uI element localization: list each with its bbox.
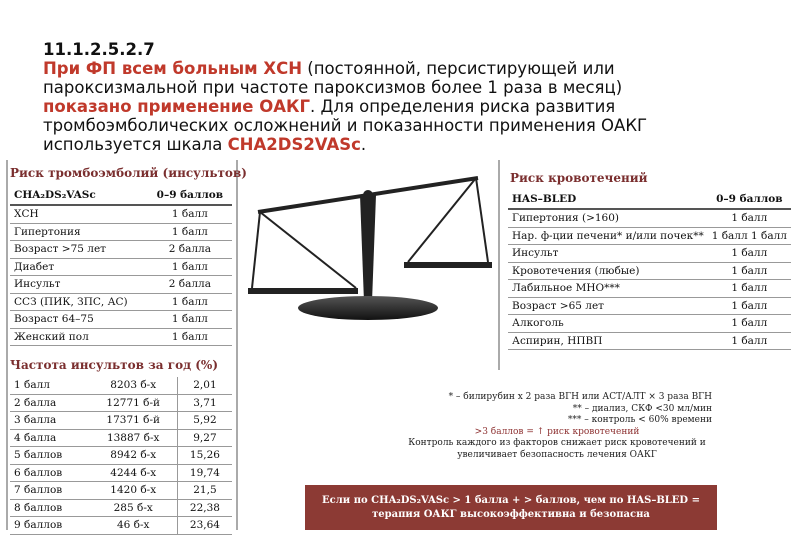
heading — [43, 40, 683, 154]
table-cell: 3 балла — [10, 412, 90, 430]
table-row — [508, 227, 791, 245]
table-cell: Гипертония — [10, 223, 148, 241]
table-cell: Возраст >65 лет — [508, 297, 708, 315]
right-pan-hanger — [476, 178, 488, 262]
right-pan-hanger — [408, 178, 476, 262]
table-cell: Женский пол — [10, 328, 148, 346]
table-cell: Инсульт — [508, 245, 708, 263]
scale-base — [298, 296, 438, 320]
table-cell: 4 балла — [10, 429, 90, 447]
table-cell: 1 балл 1 балл — [708, 227, 791, 245]
thromboembolism-title: Риск тромбоэмболий (инсультов) — [10, 166, 247, 180]
table-cell: 22,38 — [177, 499, 232, 517]
heading-red-2: показано применение ОАКГ — [43, 97, 311, 116]
table-cell: Лабильное МНО*** — [508, 280, 708, 298]
table-cell: 5 баллов — [10, 447, 90, 465]
table-cell: 3,71 — [177, 394, 232, 412]
table-cell: 4244 б-х — [90, 464, 178, 482]
table-cell: 1420 б-х — [90, 482, 178, 500]
table-cell: 13887 б-х — [90, 429, 178, 447]
table-cell: Инсульт — [10, 276, 148, 294]
table-cell: ССЗ (ПИК, ЗПС, АС) — [10, 293, 148, 311]
right-pan — [404, 262, 492, 268]
table-cell: 1 балл — [708, 245, 791, 263]
control-note: Контроль каждого из факторов снижает риск кровотечений и увеличивает безопасность лечения ОАКГ — [408, 438, 706, 460]
table-cell: 17371 б-й — [90, 412, 178, 430]
stroke-frequency-title: Частота инсультов за год (%) — [10, 358, 219, 372]
header-cell: CHA₂DS₂VASc — [10, 186, 148, 205]
table-row — [10, 293, 232, 311]
table-cell: 1 балл — [708, 297, 791, 315]
header-cell: 0–9 баллов — [708, 190, 791, 209]
heading-text-3: . — [360, 135, 367, 154]
cha2ds2vasc-table — [10, 186, 232, 346]
table-cell: 9 баллов — [10, 517, 90, 535]
banner-line-1: Если по CHA₂DS₂VASc > 1 балла + > баллов, чем по HAS–BLED = — [322, 494, 700, 506]
table-cell: 23,64 — [177, 517, 232, 535]
table-cell: Возраст >75 лет — [10, 241, 148, 259]
heading-text-1: (постоянной, персистирующей или пароксизмальной при частоте пароксизмов более 1 раза в месяц) — [43, 59, 623, 97]
table-row — [508, 262, 791, 280]
bleeding-title: Риск кровотечений — [510, 171, 648, 185]
table-row — [10, 276, 232, 294]
table-cell: 15,26 — [177, 447, 232, 465]
table-cell: 9,27 — [177, 429, 232, 447]
left-pan-hanger — [260, 212, 356, 288]
table-cell: 1 балл — [148, 258, 232, 276]
heading-text-2: . Для определения риска развития тромбоэмболических осложнений и показанности применения ОАКГ используется шкала — [43, 97, 648, 154]
table-cell: Возраст 64–75 — [10, 311, 148, 329]
table-cell: 1 балл — [708, 209, 791, 227]
table-header — [10, 186, 232, 205]
footnote-3: *** – контроль < 60% времени — [567, 415, 712, 425]
table-cell: 1 балл — [148, 223, 232, 241]
table-row — [10, 394, 232, 412]
heading-paragraph — [43, 59, 683, 154]
table-cell: 1 балл — [708, 262, 791, 280]
table-cell: 1 балл — [148, 328, 232, 346]
table-cell: 1 балл — [708, 332, 791, 350]
header-cell: HAS–BLED — [508, 190, 708, 209]
left-pan-hanger — [252, 212, 260, 288]
table-cell: 5,92 — [177, 412, 232, 430]
scale-post — [360, 195, 376, 302]
table-cell: 1 балл — [708, 280, 791, 298]
table-row — [508, 297, 791, 315]
table-cell: Аспирин, НПВП — [508, 332, 708, 350]
table-cell: 21,5 — [177, 482, 232, 500]
table-cell: 8942 б-х — [90, 447, 178, 465]
table-cell: 7 баллов — [10, 482, 90, 500]
table-row — [508, 332, 791, 350]
table-row — [10, 499, 232, 517]
table-cell: Кровотечения (любые) — [508, 262, 708, 280]
table-row — [10, 241, 232, 259]
table-cell: 46 б-х — [90, 517, 178, 535]
table-cell: 1 балл — [148, 205, 232, 223]
table-row — [10, 377, 232, 394]
table-cell: 2 балла — [10, 394, 90, 412]
section-code: 11.1.2.5.2.7 — [43, 40, 155, 59]
heading-red-1: При ФП всем больным ХСН — [43, 59, 303, 78]
table-cell: 1 балл — [708, 315, 791, 333]
has-bled-table — [508, 190, 791, 350]
table-cell: ХСН — [10, 205, 148, 223]
table-cell: 1 балл — [148, 293, 232, 311]
table-cell: 1 балл — [10, 377, 90, 394]
table-cell: 1 балл — [148, 311, 232, 329]
table-cell: Нар. ф-ции печени* и/или почек** — [508, 227, 708, 245]
table-cell: Диабет — [10, 258, 148, 276]
footnotes — [402, 392, 712, 461]
table-cell: 2 балла — [148, 276, 232, 294]
table-row — [10, 447, 232, 465]
table-row — [10, 328, 232, 346]
bleeding-risk-note: >3 баллов = ↑ риск кровотечений — [474, 426, 640, 437]
table-cell: Алкоголь — [508, 315, 708, 333]
table-row — [508, 245, 791, 263]
stroke-frequency-table — [10, 377, 232, 535]
table-row — [10, 311, 232, 329]
table-row — [10, 412, 232, 430]
table-cell: Гипертония (>160) — [508, 209, 708, 227]
table-cell: 8 баллов — [10, 499, 90, 517]
table-row — [10, 205, 232, 223]
table-row — [508, 280, 791, 298]
table-cell: 2,01 — [177, 377, 232, 394]
table-row — [10, 517, 232, 535]
table-cell: 12771 б-й — [90, 394, 178, 412]
table-row — [10, 258, 232, 276]
table-row — [10, 429, 232, 447]
table-row — [10, 464, 232, 482]
banner-line-2: терапия ОАКГ высокоэффективна и безопасна — [372, 508, 650, 520]
heading-red-3: CHA2DS2VASc — [227, 135, 361, 154]
table-row — [508, 315, 791, 333]
conclusion-banner — [305, 485, 717, 530]
table-cell: 8203 б-х — [90, 377, 178, 394]
table-cell: 285 б-х — [90, 499, 178, 517]
table-row — [10, 482, 232, 500]
footnote-2: ** – диализ, СКФ <30 мл/мин — [572, 403, 712, 414]
table-header — [508, 190, 791, 209]
header-cell: 0–9 баллов — [148, 186, 232, 205]
table-cell: 6 баллов — [10, 464, 90, 482]
footnote-1: * – билирубин х 2 раза ВГН или АСТ/АЛТ × 3 раза ВГН — [448, 392, 712, 402]
table-cell: 2 балла — [148, 241, 232, 259]
table-cell: 19,74 — [177, 464, 232, 482]
table-row — [10, 223, 232, 241]
table-row — [508, 209, 791, 227]
left-pan — [248, 288, 358, 294]
